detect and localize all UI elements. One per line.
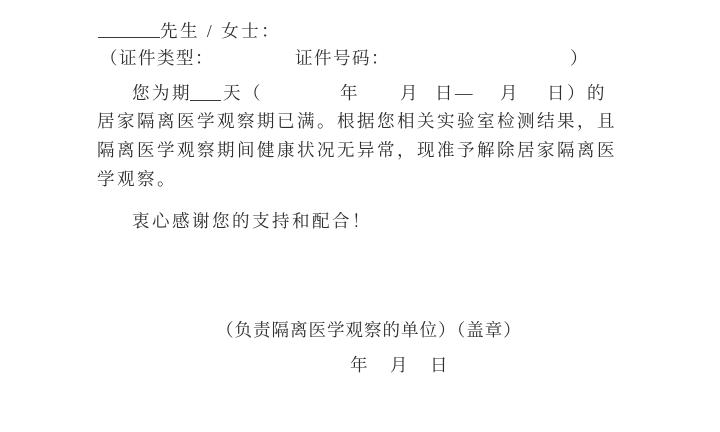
id-number-label: 证件号码： xyxy=(295,48,390,68)
body-line: 居家隔离医学观察期已满。根据您相关实验室检测结果，且 xyxy=(97,111,617,131)
period-day-start-label: 日— xyxy=(435,83,475,103)
body-line: 隔离医学观察期间健康状况无异常，现准予解除居家隔离医 xyxy=(97,140,617,160)
name-blank-underline xyxy=(98,37,160,38)
days-blank-underline xyxy=(190,100,221,101)
salutation-text: 先生 / 女士： xyxy=(160,21,282,41)
period-prefix: 您为期 xyxy=(132,83,192,103)
signature-date-line: 年 月 日 xyxy=(350,355,450,375)
period-month-start-label: 月 xyxy=(400,83,420,103)
period-month-end-label: 月 xyxy=(500,83,520,103)
id-type-label: （证件类型： xyxy=(100,48,214,68)
signature-unit-line: （负责隔离医学观察的单位）（盖章） xyxy=(216,320,522,340)
period-days-suffix: 天（ xyxy=(223,83,263,103)
period-day-end-label: 日）的 xyxy=(547,83,607,103)
id-line-close-paren: ） xyxy=(570,48,590,68)
body-line: 学观察。 xyxy=(97,169,177,189)
period-year-label: 年 xyxy=(340,83,360,103)
thanks-line: 衷心感谢您的支持和配合！ xyxy=(132,211,372,231)
